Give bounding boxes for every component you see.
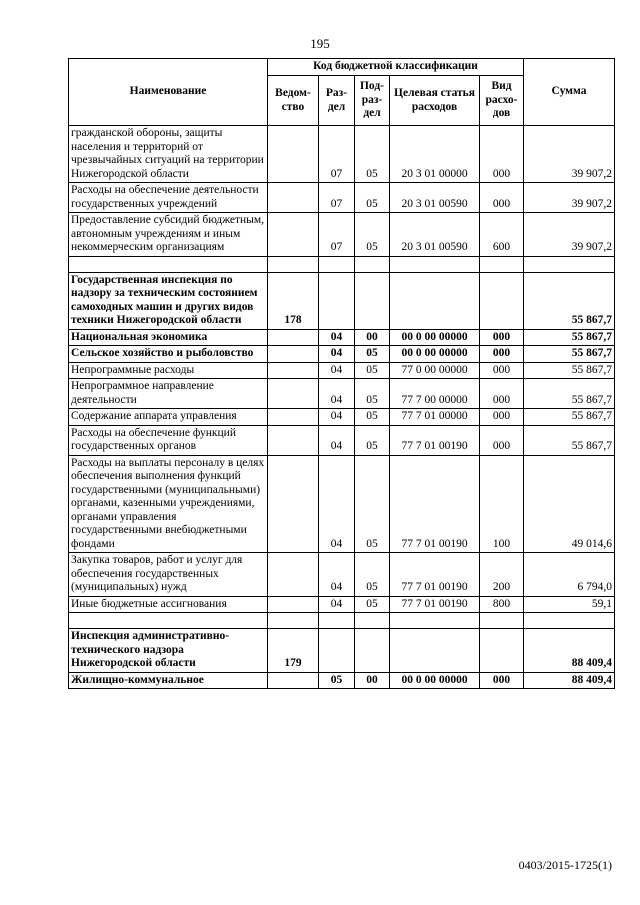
header-target-article: Целевая статья расходов	[390, 76, 480, 126]
row-department	[268, 329, 319, 346]
table-row	[69, 629, 615, 673]
table-row	[69, 553, 615, 597]
row-kind: 600	[480, 213, 524, 257]
row-name: Расходы на выплаты персоналу в целях обеспечения выполнения функций государственными (муниципальными) органами, казенными учреждениями, органами управления государственными внебюджетными фондами	[69, 455, 268, 553]
row-sum: 59,1	[524, 596, 615, 613]
row-section: 07	[319, 213, 355, 257]
document-code: 0403/2015-1725(1)	[518, 858, 612, 872]
row-kind: 000	[480, 409, 524, 426]
row-name: Расходы на обеспечение функций государственных органов	[69, 425, 268, 455]
row-name: гражданской обороны, защиты населения и территорий от чрезвычайных ситуаций на территории Нижегородской области	[69, 126, 268, 183]
row-section	[319, 629, 355, 673]
row-kind: 200	[480, 553, 524, 597]
row-target: 20 3 01 00000	[390, 126, 480, 183]
table-row	[69, 672, 615, 689]
row-subsection: 05	[355, 183, 390, 213]
table-row	[69, 379, 615, 409]
row-kind: 000	[480, 346, 524, 363]
row-sum: 88 409,4	[524, 672, 615, 689]
spacer-row	[69, 256, 615, 272]
header-name: Наименование	[69, 59, 268, 126]
header-section: Раз-дел	[319, 76, 355, 126]
row-section: 04	[319, 409, 355, 426]
row-kind: 800	[480, 596, 524, 613]
row-sum: 39 907,2	[524, 126, 615, 183]
row-section: 07	[319, 183, 355, 213]
row-section: 05	[319, 672, 355, 689]
row-target: 20 3 01 00590	[390, 183, 480, 213]
row-subsection	[355, 629, 390, 673]
table-row	[69, 362, 615, 379]
header-sum: Сумма	[524, 59, 615, 126]
row-target: 00 0 00 00000	[390, 329, 480, 346]
row-kind: 000	[480, 379, 524, 409]
row-department	[268, 455, 319, 553]
row-section: 04	[319, 362, 355, 379]
row-subsection: 05	[355, 596, 390, 613]
table-row	[69, 455, 615, 553]
row-kind: 000	[480, 126, 524, 183]
row-name: Сельское хозяйство и рыболовство	[69, 346, 268, 363]
header-subsection: Под-раз-дел	[355, 76, 390, 126]
row-sum: 55 867,7	[524, 409, 615, 426]
row-sum: 39 907,2	[524, 183, 615, 213]
row-subsection: 05	[355, 409, 390, 426]
row-target: 00 0 00 00000	[390, 346, 480, 363]
row-department	[268, 425, 319, 455]
row-sum: 55 867,7	[524, 362, 615, 379]
row-section: 04	[319, 379, 355, 409]
row-department	[268, 183, 319, 213]
row-section: 04	[319, 455, 355, 553]
row-section: 04	[319, 346, 355, 363]
row-name: Непрограммные расходы	[69, 362, 268, 379]
row-kind: 000	[480, 425, 524, 455]
row-subsection: 00	[355, 329, 390, 346]
row-sum: 49 014,6	[524, 455, 615, 553]
row-sum: 6 794,0	[524, 553, 615, 597]
row-target: 00 0 00 00000	[390, 672, 480, 689]
row-department	[268, 596, 319, 613]
budget-table	[68, 58, 615, 689]
row-sum: 39 907,2	[524, 213, 615, 257]
row-subsection: 00	[355, 672, 390, 689]
row-department	[268, 553, 319, 597]
row-subsection: 05	[355, 126, 390, 183]
row-name: Инспекция административно-технического надзора Нижегородской области	[69, 629, 268, 673]
row-name: Расходы на обеспечение деятельности государственных учреждений	[69, 183, 268, 213]
row-target: 77 7 01 00190	[390, 455, 480, 553]
row-sum: 55 867,7	[524, 329, 615, 346]
row-name: Иные бюджетные ассигнования	[69, 596, 268, 613]
row-sum: 88 409,4	[524, 629, 615, 673]
row-target: 77 7 00 00000	[390, 379, 480, 409]
row-kind: 000	[480, 329, 524, 346]
table-row	[69, 425, 615, 455]
row-target: 77 7 01 00000	[390, 409, 480, 426]
table-row	[69, 126, 615, 183]
row-section	[319, 272, 355, 329]
row-kind: 100	[480, 455, 524, 553]
table-row	[69, 183, 615, 213]
row-department: 178	[268, 272, 319, 329]
row-kind	[480, 629, 524, 673]
row-target	[390, 272, 480, 329]
table-row	[69, 346, 615, 363]
row-section: 04	[319, 553, 355, 597]
row-name: Закупка товаров, работ и услуг для обеспечения государственных (муниципальных) нужд	[69, 553, 268, 597]
row-subsection: 05	[355, 379, 390, 409]
row-name: Содержание аппарата управления	[69, 409, 268, 426]
row-kind	[480, 272, 524, 329]
row-kind: 000	[480, 183, 524, 213]
row-section: 07	[319, 126, 355, 183]
table-row	[69, 272, 615, 329]
row-sum: 55 867,7	[524, 346, 615, 363]
row-subsection	[355, 272, 390, 329]
table-row	[69, 409, 615, 426]
row-department	[268, 672, 319, 689]
row-target	[390, 629, 480, 673]
table-row	[69, 329, 615, 346]
row-subsection: 05	[355, 362, 390, 379]
row-subsection: 05	[355, 346, 390, 363]
header-expense-kind: Вид расхо-дов	[480, 76, 524, 126]
row-department	[268, 346, 319, 363]
row-department: 179	[268, 629, 319, 673]
row-section: 04	[319, 329, 355, 346]
row-target: 77 7 01 00190	[390, 553, 480, 597]
row-sum: 55 867,7	[524, 379, 615, 409]
row-subsection: 05	[355, 425, 390, 455]
page-number: 195	[310, 36, 330, 51]
row-subsection: 05	[355, 455, 390, 553]
row-department	[268, 126, 319, 183]
row-subsection: 05	[355, 553, 390, 597]
row-name: Жилищно-коммунальное	[69, 672, 268, 689]
row-name: Национальная экономика	[69, 329, 268, 346]
row-department	[268, 379, 319, 409]
row-name: Непрограммное направление деятельности	[69, 379, 268, 409]
header-classification-code: Код бюджетной классификации	[268, 59, 524, 76]
row-name: Государственная инспекция по надзору за техническим состоянием самоходных машин и других видов техники Нижегородской области	[69, 272, 268, 329]
row-section: 04	[319, 425, 355, 455]
row-kind: 000	[480, 362, 524, 379]
row-sum: 55 867,7	[524, 272, 615, 329]
row-department	[268, 362, 319, 379]
spacer-row	[69, 613, 615, 629]
row-subsection: 05	[355, 213, 390, 257]
row-section: 04	[319, 596, 355, 613]
row-target: 77 7 01 00190	[390, 425, 480, 455]
row-target: 77 0 00 00000	[390, 362, 480, 379]
table-row	[69, 596, 615, 613]
table-row	[69, 213, 615, 257]
row-target: 20 3 01 00590	[390, 213, 480, 257]
row-sum: 55 867,7	[524, 425, 615, 455]
row-kind: 000	[480, 672, 524, 689]
row-name: Предоставление субсидий бюджетным, автономным учреждениям и иным некоммерческим организациям	[69, 213, 268, 257]
row-department	[268, 213, 319, 257]
row-target: 77 7 01 00190	[390, 596, 480, 613]
row-department	[268, 409, 319, 426]
header-department: Ведом-ство	[268, 76, 319, 126]
